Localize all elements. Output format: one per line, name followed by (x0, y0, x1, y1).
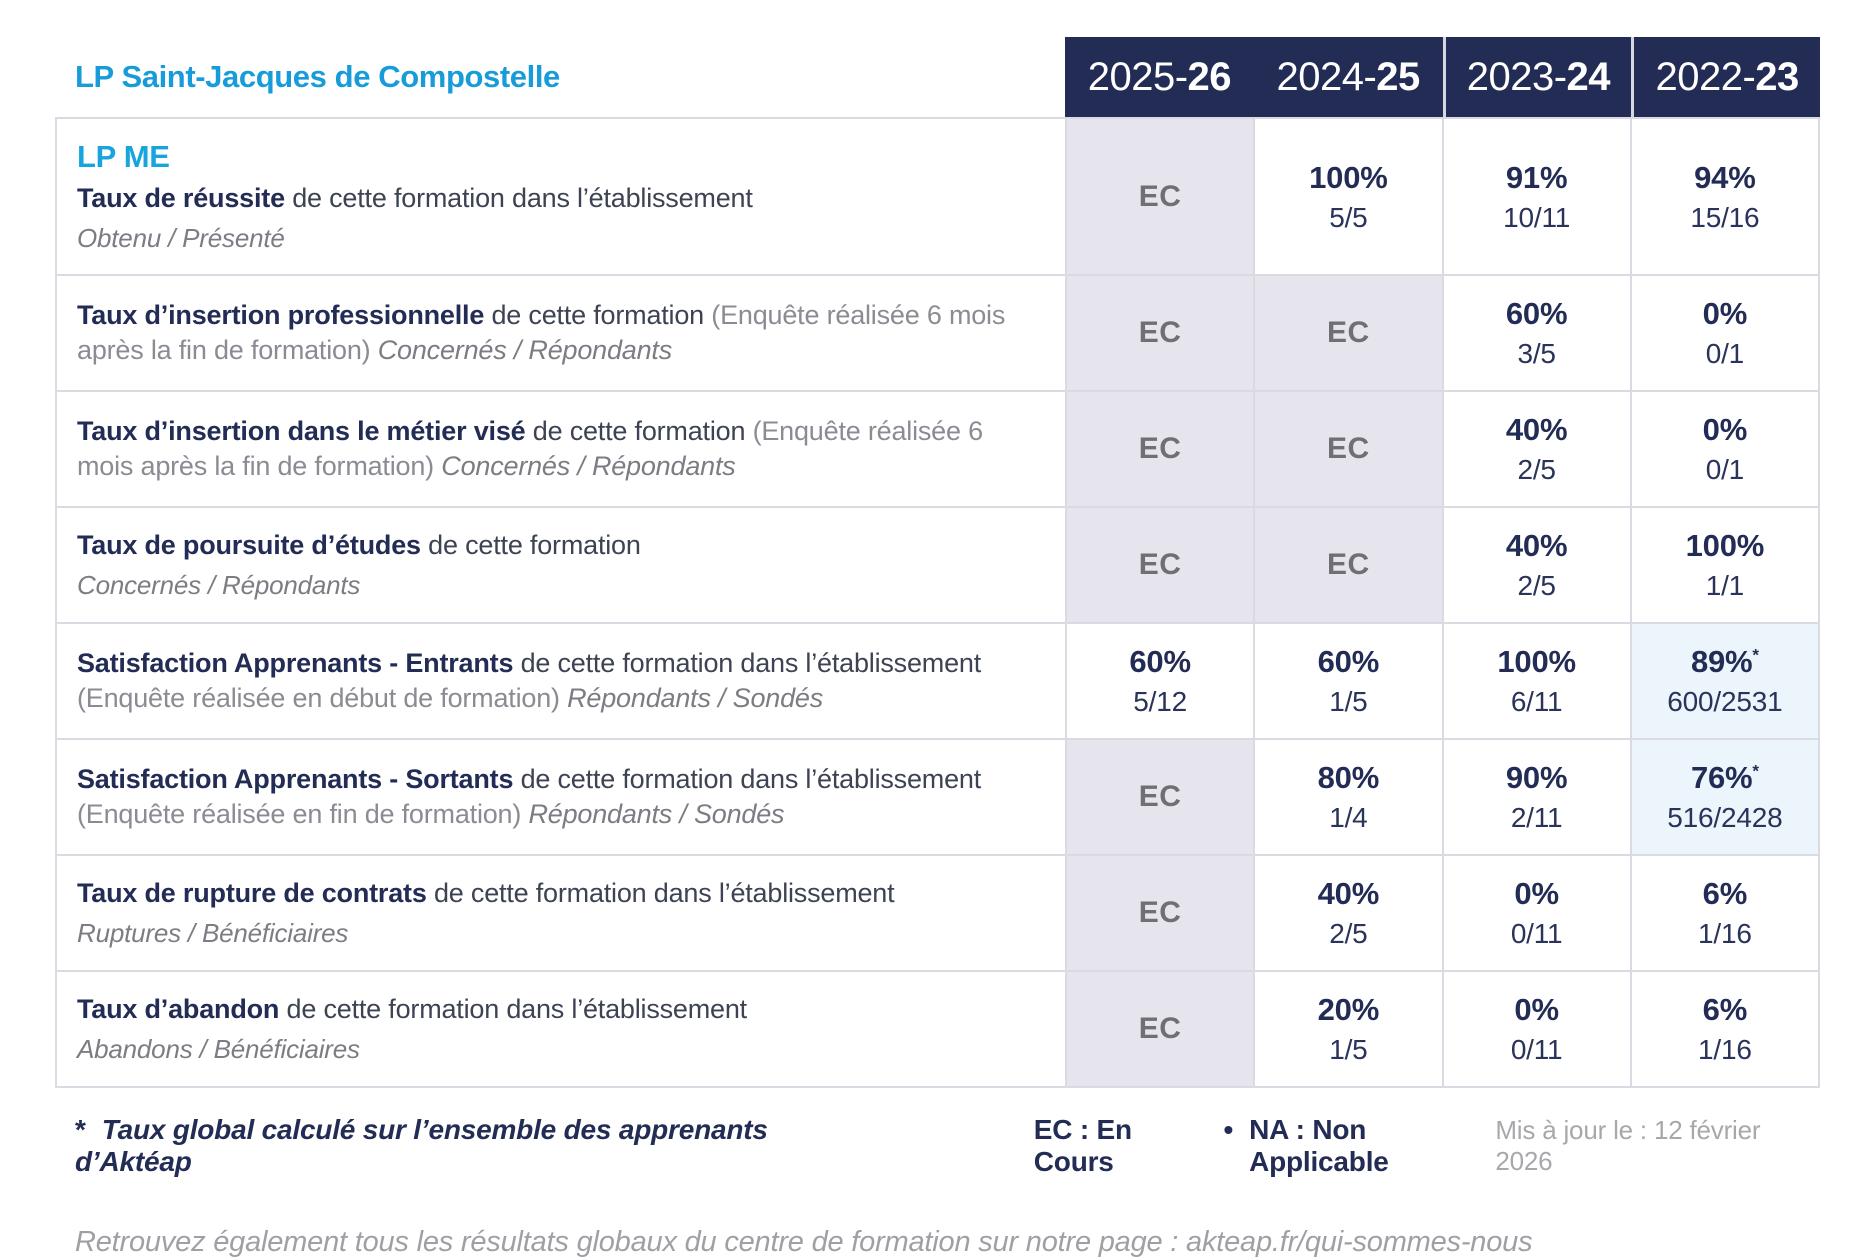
metric-title: Satisfaction Apprenants - Entrants (77, 647, 514, 678)
ec-value: EC (1138, 896, 1182, 929)
fraction-value: 0/1 (1705, 454, 1745, 485)
result-cell (1630, 119, 1818, 274)
table-row (57, 854, 1818, 970)
result-cell (1065, 622, 1253, 738)
metric-label (77, 992, 1039, 1027)
percentage-value: 0% (1514, 992, 1559, 1027)
legend-ec: EC : En Cours (1033, 1114, 1132, 1177)
result-cell (1253, 274, 1441, 390)
result-cell (1065, 970, 1253, 1086)
row-label (57, 506, 1065, 622)
header-row (55, 37, 1820, 117)
metric-ratio-label: Concernés / Répondants (441, 451, 736, 481)
fraction-value: 0/11 (1510, 918, 1563, 949)
result-cell (1442, 970, 1630, 1086)
ec-value: EC (1138, 316, 1182, 349)
row-label (57, 970, 1065, 1086)
global-rate-note (75, 1114, 844, 1178)
metric-description: de cette formation dans l’établissement (284, 182, 753, 213)
ec-value: EC (1138, 780, 1182, 813)
result-cell (1630, 622, 1818, 738)
percentage-value: 40% (1317, 876, 1380, 911)
result-cell (1065, 274, 1253, 390)
year-prefix: 2022- (1655, 54, 1756, 99)
fraction-value: 516/2428 (1667, 802, 1783, 833)
percentage-value: 0% (1702, 412, 1748, 447)
result-cell (1065, 506, 1253, 622)
metric-survey-note: (Enquête réalisée 6 mois après la fin de formation) (77, 415, 983, 481)
percentage-value: 94% (1694, 159, 1756, 195)
legend-na: NA : Non Applicable (1249, 1114, 1389, 1177)
metric-title: Taux de poursuite d’études (77, 530, 421, 561)
footnote-row (55, 1114, 1820, 1178)
fraction-value: 1/4 (1329, 802, 1368, 833)
year-column-header-2024-25 (1254, 37, 1443, 117)
result-cell (1442, 622, 1630, 738)
metric-survey-note: (Enquête réalisée 6 mois après la fin de formation) (77, 299, 1006, 365)
asterisk-marker: * (1752, 645, 1759, 665)
percentage-value: 0% (1702, 296, 1748, 331)
metric-title: Taux d’insertion dans le métier visé (77, 415, 526, 446)
metric-title: Taux d’insertion professionnelle (77, 299, 485, 330)
metric-label (77, 298, 1039, 368)
percentage-value: 80% (1317, 760, 1380, 795)
percentage-value: 20% (1317, 992, 1380, 1027)
metric-title: Taux de réussite (77, 182, 285, 213)
metric-description: de cette formation (484, 299, 712, 330)
result-cell (1253, 119, 1441, 274)
metric-label (77, 414, 1039, 484)
metric-label (77, 528, 1039, 563)
row-label (57, 622, 1065, 738)
percentage-value: 100% (1685, 528, 1765, 563)
percentage-value: 100% (1497, 644, 1576, 679)
fraction-value: 0/1 (1705, 338, 1745, 369)
note-text: Taux global calculé sur l’ensemble des apprenants d’Aktéap (75, 1114, 768, 1177)
result-cell (1442, 854, 1630, 970)
ec-value: EC (1327, 316, 1370, 349)
table-row (57, 390, 1818, 506)
metric-ratio-label: Concernés / Répondants (377, 335, 673, 365)
percentage-value: 90% (1505, 760, 1568, 795)
result-cell (1442, 119, 1630, 274)
year-bold: 24 (1566, 54, 1611, 99)
row-label (57, 854, 1065, 970)
metric-title: Satisfaction Apprenants - Sortants (77, 763, 514, 794)
ec-value: EC (1138, 432, 1182, 465)
percentage-value: 6% (1702, 992, 1748, 1027)
metric-title: Taux d’abandon (77, 994, 280, 1025)
result-cell (1630, 506, 1818, 622)
metric-ratio-label: Obtenu / Présenté (77, 222, 285, 253)
result-cell (1630, 738, 1818, 854)
percentage-value: 76%* (1690, 760, 1759, 795)
result-cell (1253, 506, 1441, 622)
fraction-value: 5/5 (1329, 201, 1368, 233)
metric-title: Taux de rupture de contrats (77, 878, 427, 909)
fraction-value: 1/16 (1698, 918, 1752, 949)
ec-value: EC (1327, 432, 1370, 465)
year-bold: 26 (1187, 54, 1232, 99)
metric-ratio-label: Abandons / Bénéficiaires (77, 1034, 360, 1065)
result-cell (1065, 738, 1253, 854)
year-prefix: 2023- (1466, 54, 1567, 99)
result-cell (1065, 119, 1253, 274)
percentage-value: 6% (1702, 876, 1748, 911)
year-column-header-2025-26 (1065, 37, 1254, 117)
result-cell (1630, 854, 1818, 970)
metric-label (77, 646, 1039, 716)
asterisk-marker: * (1752, 761, 1759, 781)
metric-description: de cette formation dans l’établissement (513, 647, 982, 678)
fraction-value: 6/11 (1510, 686, 1563, 717)
result-cell (1630, 390, 1818, 506)
fraction-value: 3/5 (1517, 338, 1556, 369)
percentage-value: 60% (1505, 296, 1568, 331)
result-cell (1065, 854, 1253, 970)
result-cell (1253, 390, 1441, 506)
metric-description: de cette formation dans l’établissement (513, 763, 982, 794)
percentage-value: 89%* (1690, 644, 1759, 679)
metric-ratio-label: Ruptures / Bénéficiaires (77, 918, 349, 949)
year-prefix: 2024- (1276, 54, 1377, 99)
fraction-value: 1/1 (1705, 570, 1745, 601)
table-row (57, 274, 1818, 390)
table-row (57, 119, 1818, 274)
metric-label (77, 876, 1039, 911)
row-label (57, 274, 1065, 390)
table-row (57, 506, 1818, 622)
metric-description: de cette formation dans l’établissement (426, 878, 895, 909)
percentage-value: 40% (1505, 528, 1568, 563)
result-cell (1630, 274, 1818, 390)
year-column-header-2023-24 (1443, 37, 1632, 117)
fraction-value: 1/16 (1698, 1034, 1752, 1065)
result-cell (1253, 854, 1441, 970)
metric-ratio-label: Concernés / Répondants (77, 570, 361, 601)
fraction-value: 10/11 (1503, 201, 1571, 233)
result-cell (1065, 390, 1253, 506)
metric-label (77, 762, 1039, 832)
fraction-value: 1/5 (1329, 1034, 1368, 1065)
metric-survey-note: (Enquête réalisée en fin de formation) (77, 799, 529, 829)
metric-ratio-label: Répondants / Sondés (567, 683, 824, 713)
table-row (57, 738, 1818, 854)
fraction-value: 15/16 (1690, 201, 1760, 233)
result-cell (1442, 738, 1630, 854)
year-bold: 23 (1755, 54, 1799, 99)
fraction-value: 600/2531 (1667, 686, 1783, 717)
metric-description: de cette formation (420, 530, 641, 561)
fraction-value: 2/5 (1517, 570, 1556, 601)
percentage-value: 60% (1129, 644, 1191, 679)
metric-ratio-label: Répondants / Sondés (528, 799, 785, 829)
ec-value: EC (1138, 1012, 1182, 1045)
percentage-value: 100% (1309, 159, 1388, 195)
year-bold: 25 (1376, 54, 1420, 99)
row-label (57, 119, 1065, 274)
percentage-value: 0% (1514, 876, 1559, 911)
fraction-value: 0/11 (1510, 1034, 1563, 1065)
row-label (57, 390, 1065, 506)
result-cell (1253, 622, 1441, 738)
metric-description: de cette formation (525, 415, 753, 446)
fraction-value: 2/5 (1517, 454, 1556, 485)
result-cell (1253, 970, 1441, 1086)
table-row (57, 970, 1818, 1086)
formation-code: LP ME (77, 138, 170, 174)
result-cell (1442, 274, 1630, 390)
percentage-value: 40% (1505, 412, 1568, 447)
abbreviation-legend (1034, 1114, 1496, 1178)
row-label (57, 738, 1065, 854)
global-results-link-text: Retrouvez également tous les résultats globaux du centre de formation sur notre page : akteap.fr/qui-sommes-nous (75, 1226, 1533, 1258)
result-cell (1630, 970, 1818, 1086)
last-updated-label: Mis à jour le : 12 février 2026 (1495, 1115, 1761, 1176)
fraction-value: 1/5 (1329, 686, 1368, 717)
legend-bullet: • (1223, 1114, 1234, 1145)
results-table (55, 117, 1820, 1088)
page-title: LP Saint-Jacques de Compostelle (75, 59, 560, 94)
fraction-value: 5/12 (1133, 686, 1187, 717)
metric-survey-note: (Enquête réalisée en début de formation) (77, 683, 568, 713)
percentage-value: 60% (1317, 644, 1380, 679)
ec-value: EC (1138, 548, 1182, 581)
result-cell (1442, 506, 1630, 622)
percentage-value: 91% (1505, 159, 1568, 195)
metric-description: de cette formation dans l’établissement (279, 994, 747, 1025)
asterisk-marker: * (75, 1114, 86, 1145)
metric-label (77, 181, 1039, 216)
year-prefix: 2025- (1087, 54, 1188, 99)
fraction-value: 2/5 (1329, 918, 1368, 949)
ec-value: EC (1327, 548, 1370, 581)
result-cell (1442, 390, 1630, 506)
ec-value: EC (1138, 179, 1182, 213)
title-cell (55, 37, 1065, 117)
year-column-header-2022-23 (1631, 37, 1820, 117)
fraction-value: 2/11 (1510, 802, 1563, 833)
result-cell (1253, 738, 1441, 854)
table-row (57, 622, 1818, 738)
